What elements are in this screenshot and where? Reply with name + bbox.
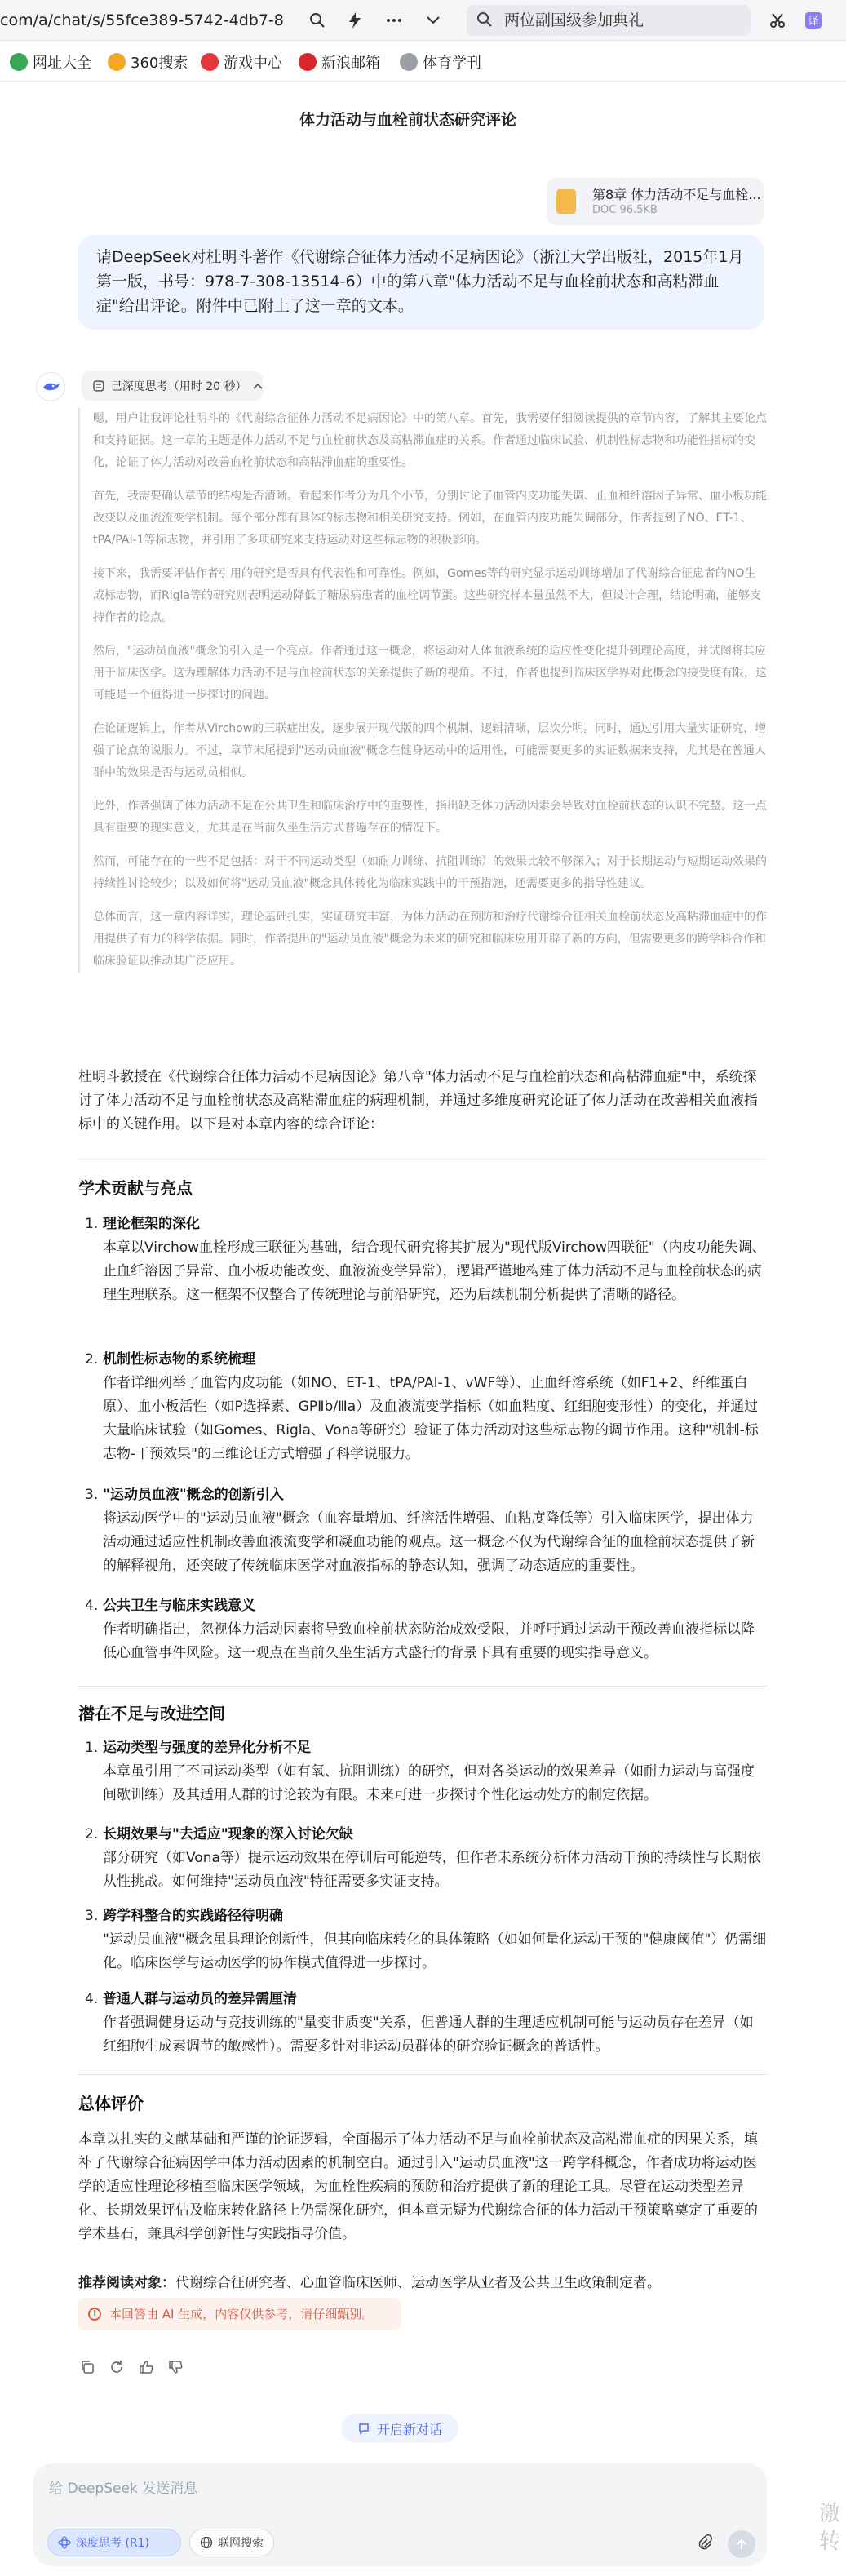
thinking-paragraph: 然后，"运动员血液"概念的引入是一个亮点。作者通过这一概念，将运动对人体血液系统的适应性变化提升到理论高度，并试图将其应用于临床医学。这为理解体力活动不足与血栓前状态的关系提供了新的视角。不过，作者也提到临床医学界对此概念的接受度有限，这可能是一个值得进一步探讨的问题。 [93,645,767,702]
message-composer[interactable] [33,2463,767,2566]
item-title: 跨学科整合的实践路径待明确 [103,1908,283,1924]
deepseek-logo-icon [36,372,65,401]
thinking-panel [78,408,767,973]
deep-think-label: 深度思考 (R1) [76,2537,150,2550]
side-float-text: 激转 [819,2502,841,2554]
globe-icon [400,53,418,71]
bookmark-item[interactable] [299,51,380,73]
message-input[interactable]: 给 DeepSeek 发送消息 [49,2481,198,2497]
ai-disclaimer-text: 本回答由 AI 生成，内容仅供参考，请仔细甄别。 [109,2307,374,2321]
mail-icon [299,53,317,71]
new-chat-icon [357,2422,370,2435]
summary-block [78,2128,767,2246]
deep-think-button[interactable] [47,2529,181,2556]
item-description: 本章以Virchow血栓形成三联征为基础，结合现代研究将其扩展为"现代版Virchow四联征"（内皮功能失调、止血纤溶因子异常、血小板功能改变、血液流变学异常），逻辑严谨地构建了体力活动不足与血栓前状态的病理生理联系。这一框架不仅整合了传统理论与前沿研究，还为后续机制分析提供了清晰的路径。 [103,1239,766,1303]
item-title: 理论框架的深化 [103,1216,200,1232]
attachment-card[interactable] [547,178,764,225]
section-title: 学术贡献与亮点 [78,1178,193,1198]
thumbs-up-icon[interactable] [135,2357,157,2378]
new-chat-label: 开启新对话 [376,2421,442,2437]
browser-search-box[interactable] [467,5,751,36]
item-title: 机制性标志物的系统梳理 [103,1351,255,1368]
translate-icon[interactable] [799,7,827,34]
bookmark-label: 新浪邮箱 [321,55,380,72]
audience-text: 代谢综合征研究者、心血管临床医师、运动医学从业者及公共卫生政策制定者。 [175,2275,661,2291]
attachment-name: 第8章 体力活动不足与血栓... [592,187,761,202]
item-title: 公共卫生与临床实践意义 [103,1598,255,1614]
user-message: 请DeepSeek对杜明斗著作《代谢综合征体力活动不足病因论》（浙江大学出版社，2015年1月第一版，书号：978-7-308-13514-6）中的第八章"体力活动不足与血栓前状态和高粘滞血症"给出评论。附件中已附上了这一章的文本。 [78,235,764,330]
section-heading [78,2091,767,2114]
regenerate-icon[interactable] [106,2357,127,2378]
item-number: 2. [85,1826,99,1842]
globe-icon [200,2536,213,2549]
attachment-size: DOC 96.5KB [592,204,658,216]
bookmark-item[interactable] [10,51,91,73]
divider [78,1686,767,1687]
copy-icon[interactable] [77,2357,98,2378]
scissors-icon[interactable] [764,7,791,34]
arrow-up-icon [735,2538,748,2551]
info-icon: ! [88,2308,101,2321]
new-chat-button[interactable] [341,2414,458,2443]
send-button[interactable] [728,2530,755,2558]
browser-toolbar [0,0,846,41]
address-bar[interactable]: com/a/chat/s/55fce389-5742-4db7-8 [0,11,284,29]
bookmark-item[interactable] [400,51,481,73]
item-description: 将运动医学中的"运动员血液"概念（血容量增加、纤溶活性增强、血粘度降低等）引入临床医学，提出体力活动通过适应性机制改善血液流变学和凝血功能的观点。这一概念不仅为代谢综合征的血栓前状态提供了新的解释视角，还突破了传统临床医学对血液指标的静态认知，强调了动态适应的重要性。 [103,1510,755,1574]
divider [78,2074,767,2075]
audience-line [78,2272,767,2295]
section-heading [78,1700,767,1724]
summary-text: 本章以扎实的文献基础和严谨的论证逻辑，全面揭示了体力活动不足与血栓前状态及高粘滞血症的因果关系，填补了代谢综合征病因学中体力活动因素的机制空白。通过引入"运动员血液"这一跨学科概念，作者成功将运动医学的适应性理论移植至临床医学领域，为血栓性疾病的预防和治疗提供了新的理论工具。尽管在运动类型差异化、长期效果评估及临床转化路径上仍需深化研究，但本章无疑为代谢综合征的体力活动干预策略奠定了重要的学术基石，兼具科学创新性与实践指导价值。 [78,2131,758,2242]
item-description: 作者明确指出，忽视体力活动因素将导致血栓前状态防治成效受限，并呼吁通过运动干预改善血液指标以降低心血管事件风险。这一观点在当前久坐生活方式盛行的背景下具有重要的现实指导意义。 [103,1621,755,1661]
thinking-paragraph: 此外，作者强调了体力活动不足在公共卫生和临床治疗中的重要性，指出缺乏体力活动因素会导致对血栓前状态的认识不完整。这一点具有重要的现实意义，尤其是在当前久坐生活方式普遍存在的情况下。 [93,800,767,835]
item-number: 3. [85,1908,99,1924]
thinking-paragraph: 首先，我需要确认章节的结构是否清晰。看起来作者分为几个小节，分别讨论了血管内皮功能失调、止血和纤溶因子异常、血小板功能改变以及血流流变学机制。每个部分都有具体的标志物和相关研究支持。例如，在血管内皮功能失调部分，作者提到了NO、ET-1、tPA/PAI-1等标志物，并引用了多项研究来支持运动对这些标志物的积极影响。 [93,490,767,547]
web-directory-icon [10,53,28,71]
thinking-paragraph: 嗯，用户让我评论杜明斗的《代谢综合征体力活动不足病因论》中的第八章。首先，我需要仔细阅读提供的章节内容，了解其主要论点和支持证据。这一章的主题是体力活动不足与血栓前状态及高粘滞血症的关系。作者通过临床试验、机制性标志物和功能性指标的变化，论证了体力活动对改善血栓前状态和高粘滞血症的重要性。 [93,412,767,469]
bookmark-label: 游戏中心 [224,55,282,72]
item-number: 2. [85,1351,99,1368]
audience-label: 推荐阅读对象： [78,2275,175,2291]
thumbs-down-icon[interactable] [165,2357,186,2378]
page-title: 体力活动与血栓前状态研究评论 [299,111,516,129]
web-search-button[interactable] [189,2529,274,2556]
search-query: 两位副国级参加典礼 [504,11,644,29]
intro-text: 杜明斗教授在《代谢综合征体力活动不足病因论》第八章"体力活动不足与血栓前状态和高粘滞血症"中，系统探讨了体力活动不足与血栓前状态及高粘滞血症的病理机制，并通过多维度研究论证了体力活动在改善相关血液指标中的关键作用。以下是对本章内容的综合评论： [78,1069,758,1133]
item-title: 长期效果与"去适应"现象的深入讨论欠缺 [103,1826,353,1842]
item-description: 本章虽引用了不同运动类型（如有氧、抗阻训练）的研究，但对各类运动的效果差异（如耐力运动与高强度间歇训练）及其适用人群的讨论较为有限。未来可进一步探讨个性化运动处方的制定依据。 [103,1763,755,1803]
item-title: 运动类型与强度的差异化分析不足 [103,1740,311,1756]
svg-text:译: 译 [808,16,819,28]
web-search-label: 联网搜索 [218,2537,264,2550]
item-title: 普通人群与运动员的差异需厘清 [103,1991,297,2007]
answer-intro [78,1066,767,1137]
bookmark-item[interactable] [201,51,282,73]
bookmark-label: 网址大全 [33,55,91,72]
lightning-icon[interactable] [341,7,369,34]
item-number: 1. [85,1740,99,1756]
thinking-paragraph: 总体而言，这一章内容详实，理论基础扎实，实证研究丰富，为体力活动在预防和治疗代谢综合征相关血栓前状态及高粘滞血症中的作用提供了有力的科学依据。同时，作者提出的"运动员血液"概念为未来的研究和临床应用开辟了新的方向，但需要更多的跨学科合作和临床验证以推动其广泛应用。 [93,911,767,968]
item-description: 作者强调健身运动与竞技训练的"量变非质变"关系，但普通人群的生理适应机制可能与运动员存在差异（如红细胞生成素调节的敏感性）。需要多针对非运动员群体的研究验证概念的普适性。 [103,2015,754,2055]
thinking-paragraph: 接下来，我需要评估作者引用的研究是否具有代表性和可靠性。例如，Gomes等的研究显示运动训练增加了代谢综合征患者的NO生成标志物，而Rigla等的研究则表明运动降低了糖尿病患者的血栓调节蛋。这些研究样本量虽然不大，但设计合理，结论明确，能够支持作者的论点。 [93,567,761,624]
document-icon [556,189,576,214]
item-description: "运动员血液"概念虽具理论创新性，但其向临床转化的具体策略（如如何量化运动干预的"健康阈值"）仍需细化。临床医学与运动医学的协作模式值得进一步探讨。 [103,1931,767,1971]
section-title: 潜在不足与改进空间 [78,1704,225,1723]
search-icon[interactable] [303,7,331,34]
item-description: 部分研究（如Vona等）提示运动效果在停训后可能逆转，但作者未系统分析体力活动干预的持续性与长期依从性挑战。如何维持"运动员血液"特征需要多实证支持。 [103,1850,761,1890]
ai-disclaimer [78,2298,401,2330]
item-number: 4. [85,1991,99,2007]
item-number: 4. [85,1598,99,1614]
section-heading [78,1175,767,1199]
item-number: 1. [85,1216,99,1232]
thinking-paragraph: 然而，可能存在的一些不足包括：对于不同运动类型（如耐力训练、抗阻训练）的效果比较不够深入；对于长期运动与短期运动效果的持续性讨论较少；以及如何将"运动员血液"概念具体转化为临床实践中的干预措施，还需要更多的指导性建议。 [93,855,767,890]
search-engine-icon [108,53,126,71]
think-icon [93,380,104,392]
chevron-up-icon [253,380,263,392]
atom-icon [58,2536,71,2549]
bookmark-label: 体育学刊 [423,55,481,72]
section-title: 总体评价 [78,2094,144,2113]
item-title: "运动员血液"概念的创新引入 [103,1487,284,1503]
chevron-down-icon[interactable] [419,7,447,34]
bookmarks-bar [0,42,846,82]
thinking-label: 已深度思考（用时 20 秒） [110,380,247,393]
game-icon [201,53,219,71]
bookmark-item[interactable] [108,51,188,73]
deep-think-toggle[interactable] [82,371,263,401]
thinking-paragraph: 在论证逻辑上，作者从Virchow的三联症出发，逐步展开现代版的四个机制，逻辑清晰，层次分明。同时，通过引用大量实证研究，增强了论点的说服力。不过，章节末尾提到"运动员血液"概念在健身运动中的适用性，可能需要更多的实证数据来支持，尤其是在普通人群中的效果是否与运动员相似。 [93,722,767,779]
bookmark-label: 360搜索 [131,55,188,72]
search-icon [476,11,493,31]
more-icon[interactable] [380,7,408,34]
item-description: 作者详细列举了血管内皮功能（如NO、ET-1、tPA/PAI-1、vWF等）、止血纤溶系统（如F1+2、纤维蛋白原）、血小板活性（如P选择素、GPⅡb/Ⅲa）及血液流变学指标（如血粘度、红细胞变形性）的变化，并通过大量临床试验（如Gomes、Rigla、Vona等研究）验证了体力活动对这些标志物的调节作用。这种"机制-标志物-干预效果"的三维论证方式增强了科学说服力。 [103,1375,759,1462]
paperclip-icon[interactable] [695,2534,715,2553]
item-number: 3. [85,1487,99,1503]
